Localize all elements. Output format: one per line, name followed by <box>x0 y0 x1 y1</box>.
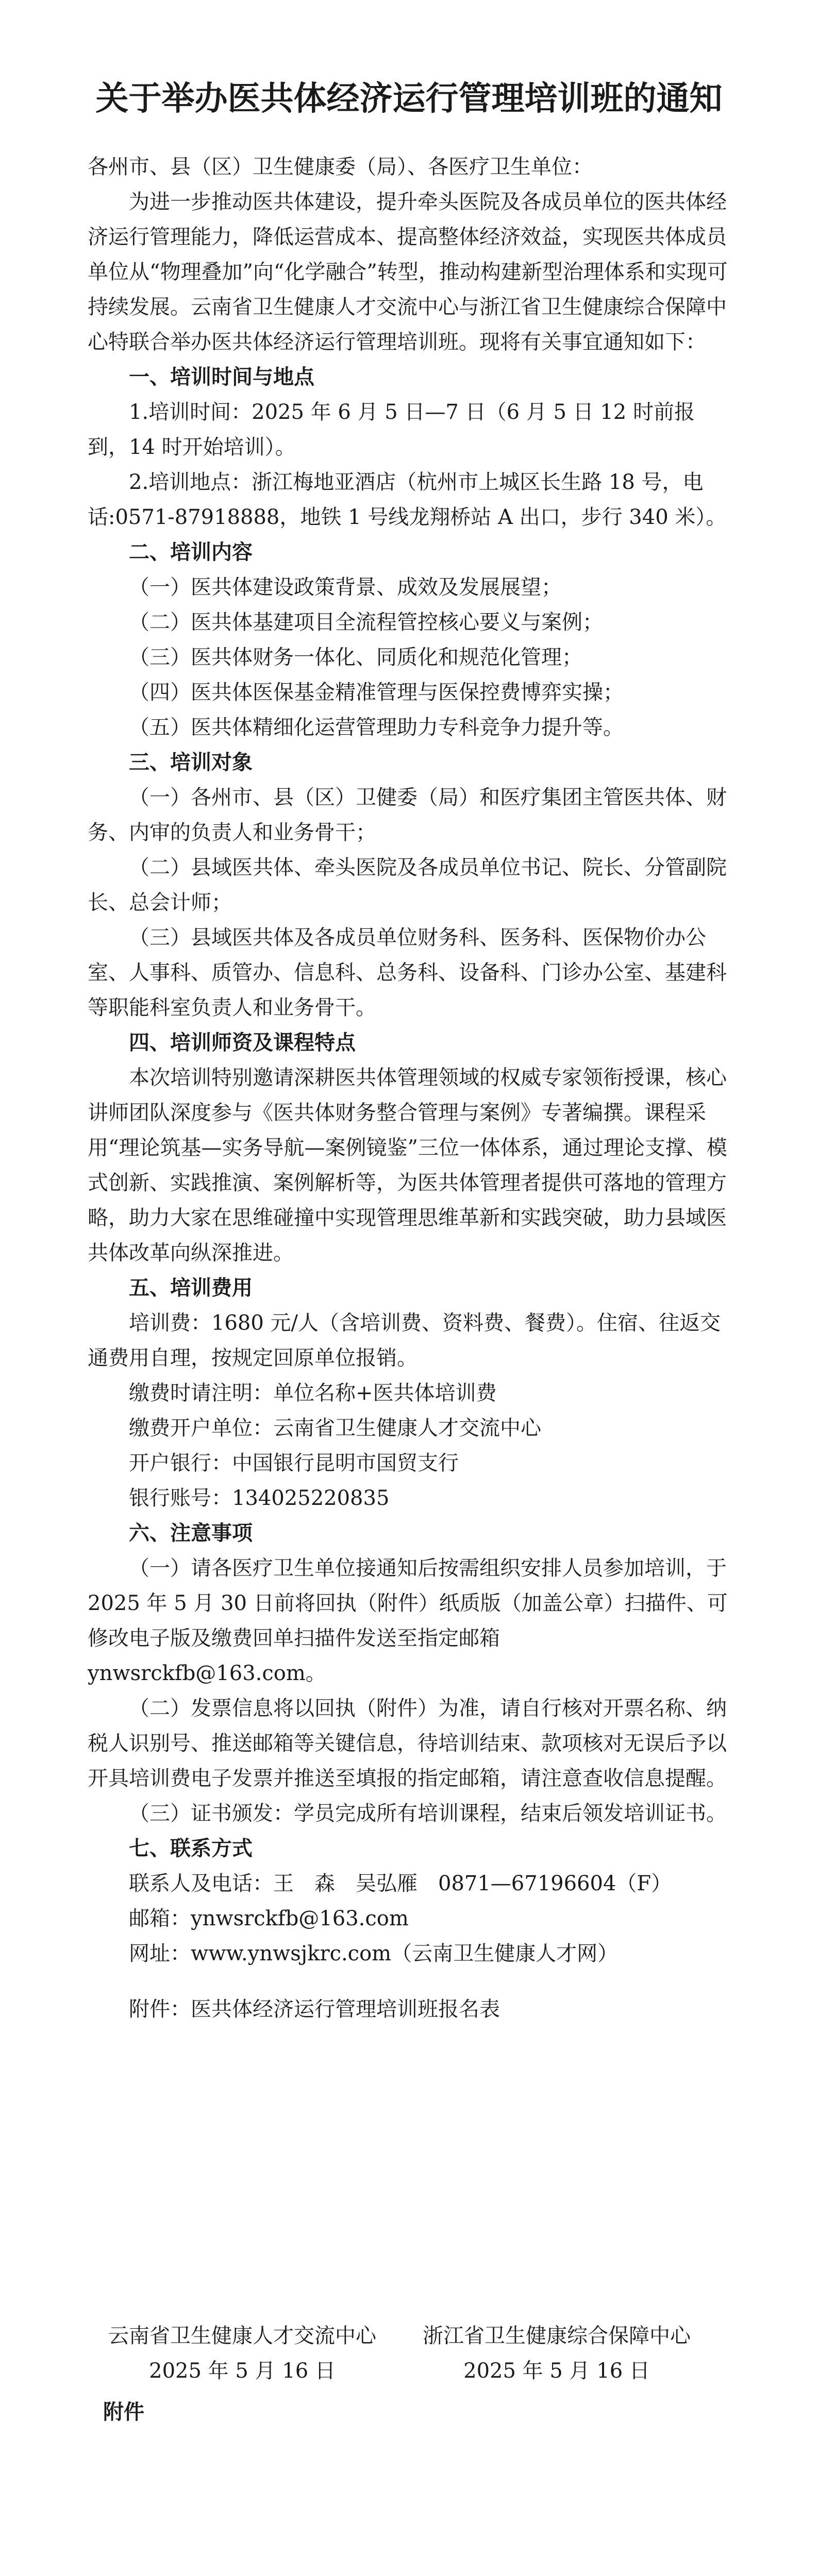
contact-website: 网址：www.ynwsjkrc.com（云南卫生健康人才网） <box>129 1942 619 1965</box>
notice-item: （三）证书颁发：学员完成所有培训课程，结束后领发培训证书。 <box>129 1802 727 1825</box>
signature-date: 2025 年 5 月 16 日 <box>463 2359 650 2383</box>
content-item: （五）医共体精细化运营管理助力专科竞争力提升等。 <box>129 716 624 739</box>
attachment-label: 附件 <box>103 2400 144 2424</box>
intro-paragraph: 为进一步推动医共体建设，提升牵头医院及各成员单位的医共体经济运行管理能力，降低运营成本、提高整体经济效益，实现医共体成员单位从“物理叠加”向“化学融合”转型，推动构建新型治理体系和实现可持续发展。云南省卫生健康人才交流中心与浙江省卫生健康综合保障中心特联合举办医共体经济运行管理培训班。现将有关事宜通知如下： <box>88 190 728 354</box>
signature-date: 2025 年 5 月 16 日 <box>149 2359 336 2383</box>
contact-person: 联系人及电话：王 森 吴弘雁 0871—67196604（F） <box>129 1872 672 1895</box>
payment-note: 缴费时请注明：单位名称+医共体培训费 <box>129 1381 497 1405</box>
account-name: 缴费开户单位：云南省卫生健康人才交流中心 <box>129 1416 541 1440</box>
content-item: （二）医共体基建项目全流程管控核心要义与案例； <box>129 611 603 634</box>
signature-org: 浙江省卫生健康综合保障中心 <box>423 2324 691 2348</box>
fee-text: 培训费：1680 元/人（含培训费、资料费、餐费）。住宿、往返交通费用自理，按规定回原单位报销。 <box>88 1311 721 1370</box>
addressee: 各州市、县（区）卫生健康委（局）、各医疗卫生单位： <box>88 155 593 179</box>
audience-item: （三）县域医共体及各成员单位财务科、医务科、医保物价办公室、人事科、质管办、信息科、总务科、设备科、门诊办公室、基建科等职能科室负责人和业务骨干。 <box>88 926 727 1020</box>
contact-email: 邮箱：ynwsrckfb@163.com <box>129 1907 409 1930</box>
section-heading-content: 二、培训内容 <box>129 540 253 564</box>
signature-org: 云南省卫生健康人才交流中心 <box>108 2324 376 2348</box>
faculty-paragraph: 本次培训特别邀请深耕医共体管理领域的权威专家领衔授课，核心讲师团队深度参与《医共体财务整合管理与案例》专著编撰。课程采用“理论筑基—实务导航—案例镜鉴”三位一体体系，通过理论支撑、模式创新、实践推演、案例解析等，为医共体管理者提供可落地的管理方略，助力大家在思维碰撞中实现管理思维革新和实践突破，助力县域医共体改革向纵深推进。 <box>88 1066 727 1265</box>
content-item: （一）医共体建设政策背景、成效及发展展望； <box>129 575 562 599</box>
attachment-line: 附件：医共体经济运行管理培训班报名表 <box>129 1997 500 2021</box>
section-heading-notes: 六、注意事项 <box>129 1521 253 1545</box>
section-heading-fee: 五、培训费用 <box>129 1276 253 1300</box>
content-item: （三）医共体财务一体化、同质化和规范化管理； <box>129 646 582 669</box>
audience-item: （二）县域医共体、牵头医院及各成员单位书记、院长、分管副院长、总会计师； <box>88 856 727 914</box>
page-title: 关于举办医共体经济运行管理培训班的通知 <box>95 80 723 118</box>
section-heading-faculty: 四、培训师资及课程特点 <box>129 1031 356 1055</box>
section-heading-contact: 七、联系方式 <box>129 1837 253 1860</box>
signature-right <box>412 2318 701 2388</box>
signature-left <box>98 2318 387 2388</box>
notice-item: （一）请各医疗卫生单位接通知后按需组织安排人员参加培训，于 2025 年 5 月 30 日前将回执（附件）纸质版（加盖公章）扫描件、可修改电子版及缴费回单扫描件发送至指定邮箱 ynwsrckfb@163.com。 <box>88 1556 728 1685</box>
training-time: 1.培训时间：2025 年 6 月 5 日—7 日（6 月 5 日 12 时前报到，14 时开始培训）。 <box>88 400 695 459</box>
section-heading-time-place: 一、培训时间与地点 <box>129 365 314 389</box>
content-item: （四）医共体医保基金精准管理与医保控费博弈实操； <box>129 681 624 704</box>
section-heading-audience: 三、培训对象 <box>129 751 253 774</box>
notice-body <box>88 149 732 2027</box>
bank-name: 开户银行：中国银行昆明市国贸支行 <box>129 1451 459 1475</box>
training-place: 2.培训地点：浙江梅地亚酒店（杭州市上城区长生路 18 号，电话:0571-87918888，地铁 1 号线龙翔桥站 A 出口，步行 340 米）。 <box>88 470 727 529</box>
account-number: 银行账号：134025220835 <box>129 1486 390 1510</box>
audience-item: （一）各州市、县（区）卫健委（局）和医疗集团主管医共体、财务、内审的负责人和业务骨干； <box>88 786 727 844</box>
notice-item: （二）发票信息将以回执（附件）为准，请自行核对开票名称、纳税人识别号、推送邮箱等关键信息，待培训结束、款项核对无误后予以开具培训费电子发票并推送至填报的指定邮箱，请注意查收信息提醒。 <box>88 1697 727 1790</box>
